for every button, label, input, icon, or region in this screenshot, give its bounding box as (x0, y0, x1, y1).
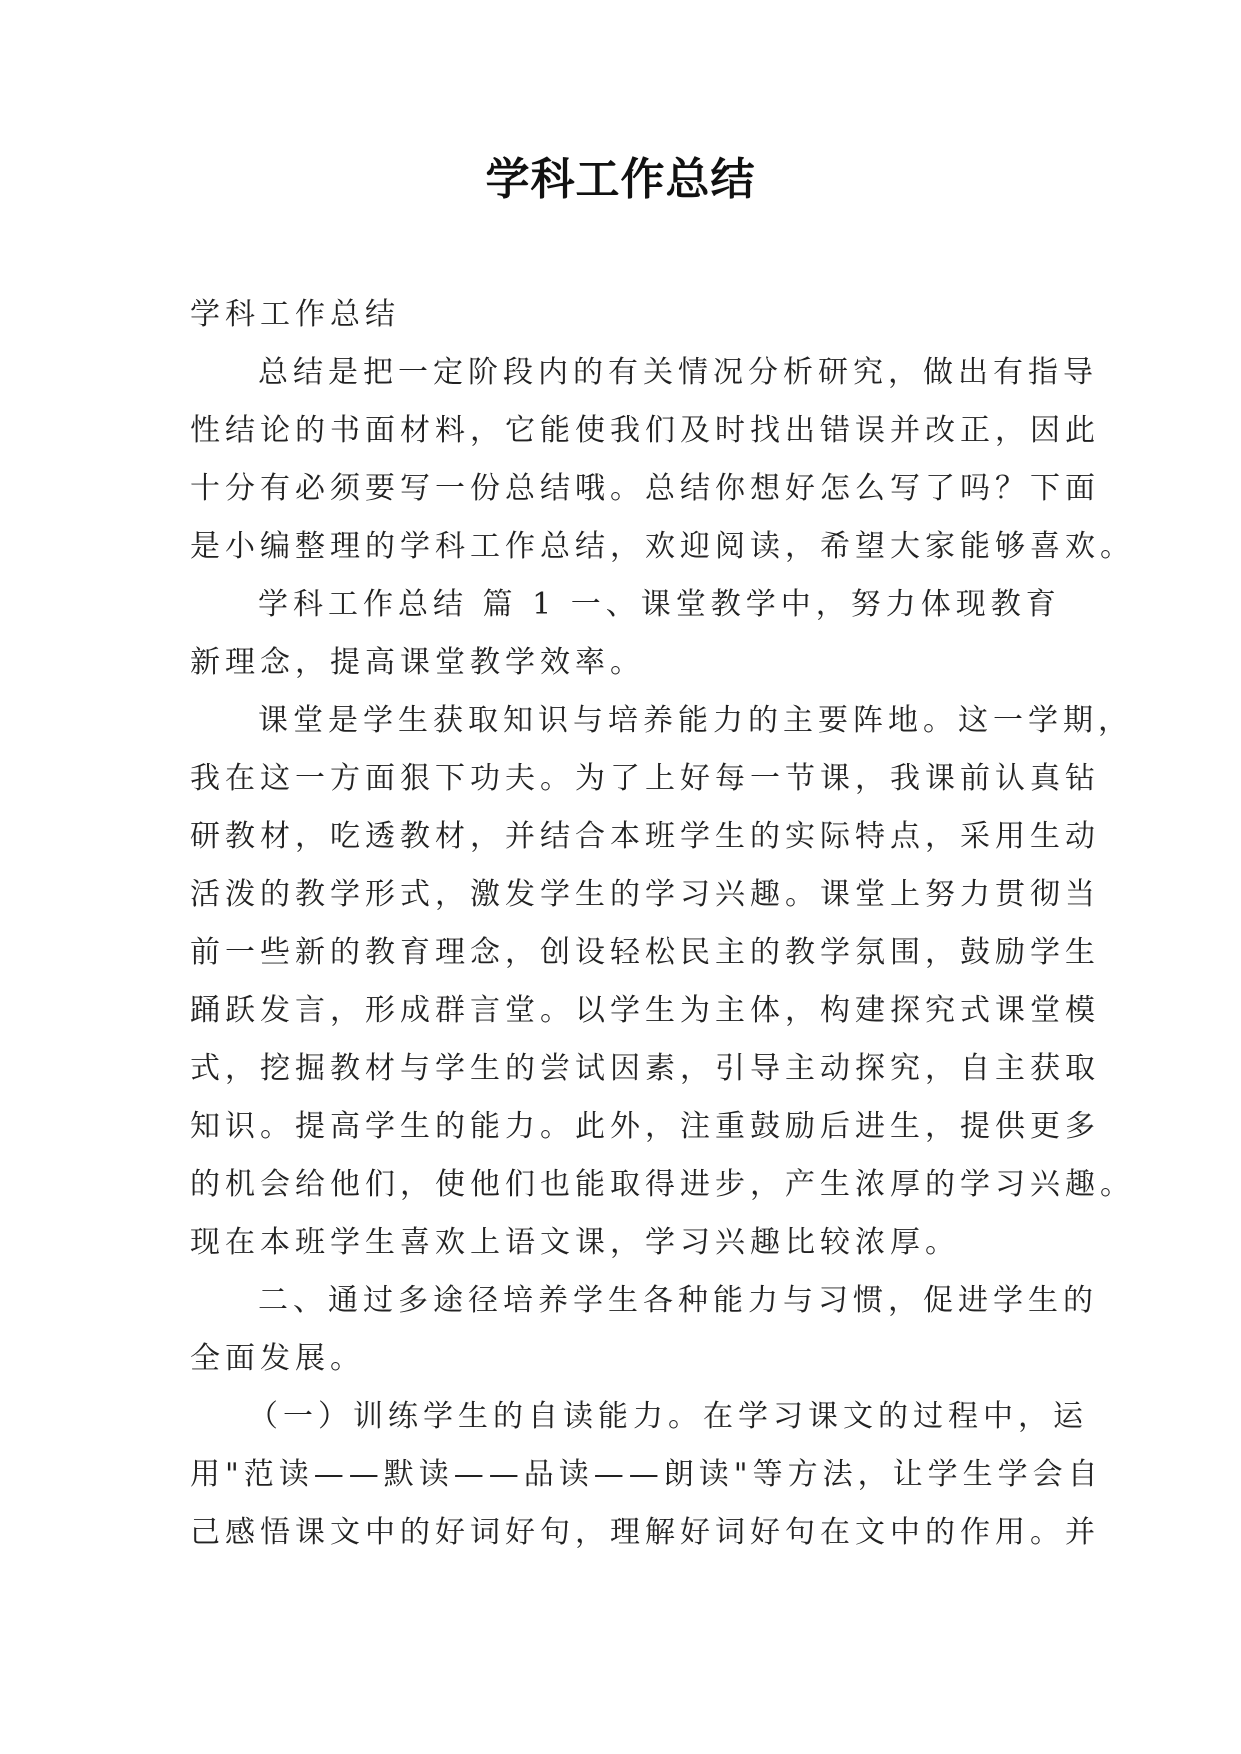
paragraph-line: 全面发展。 (190, 1341, 365, 1376)
paragraph-line: 知识。提高学生的能力。此外，注重鼓励后进生，提供更多 (190, 1109, 1100, 1144)
document-body (190, 286, 1135, 1562)
paragraph-line: 现在本班学生喜欢上语文课，学习兴趣比较浓厚。 (190, 1225, 960, 1260)
paragraph-line: 是小编整理的学科工作总结，欢迎阅读，希望大家能够喜欢。 (190, 529, 1135, 564)
paragraph-line: 总结是把一定阶段内的有关情况分析研究，做出有指导 (258, 355, 1098, 390)
document-title: 学科工作总结 (485, 154, 756, 205)
paragraph-line: 活泼的教学形式，激发学生的学习兴趣。课堂上努力贯彻当 (190, 877, 1100, 912)
paragraph-line: 前一些新的教育理念，创设轻松民主的教学氛围，鼓励学生 (190, 935, 1100, 970)
paragraph-line: 己感悟课文中的好词好句，理解好词好句在文中的作用。并 (190, 1515, 1100, 1550)
paragraph-line: 新理念，提高课堂教学效率。 (190, 645, 645, 680)
paragraph-line: 式，挖掘教材与学生的尝试因素，引导主动探究，自主获取 (190, 1051, 1100, 1086)
section-heading: 学科工作总结 (190, 297, 400, 332)
paragraph-line: 十分有必须要写一份总结哦。总结你想好怎么写了吗？下面 (190, 471, 1100, 506)
paragraph-line: 我在这一方面狠下功夫。为了上好每一节课，我课前认真钻 (190, 761, 1100, 796)
paragraph-line: 研教材，吃透教材，并结合本班学生的实际特点，采用生动 (190, 819, 1100, 854)
paragraph-line: 性结论的书面材料，它能使我们及时找出错误并改正，因此 (190, 413, 1100, 448)
paragraph-line: 二、通过多途径培养学生各种能力与习惯，促进学生的 (258, 1283, 1098, 1318)
paragraph-line: （一）训练学生的自读能力。在学习课文的过程中，运 (248, 1399, 1088, 1434)
paragraph-line: 用"范读——默读——品读——朗读"等方法，让学生学会自 (190, 1457, 1103, 1492)
paragraph-line: 课堂是学生获取知识与培养能力的主要阵地。这一学期， (258, 703, 1133, 738)
paragraph-line: 学科工作总结 篇 1 一、课堂教学中，努力体现教育 (258, 587, 1061, 622)
paragraph-line: 踊跃发言，形成群言堂。以学生为主体，构建探究式课堂模 (190, 993, 1100, 1028)
paragraph-line: 的机会给他们，使他们也能取得进步，产生浓厚的学习兴趣。 (190, 1167, 1135, 1202)
